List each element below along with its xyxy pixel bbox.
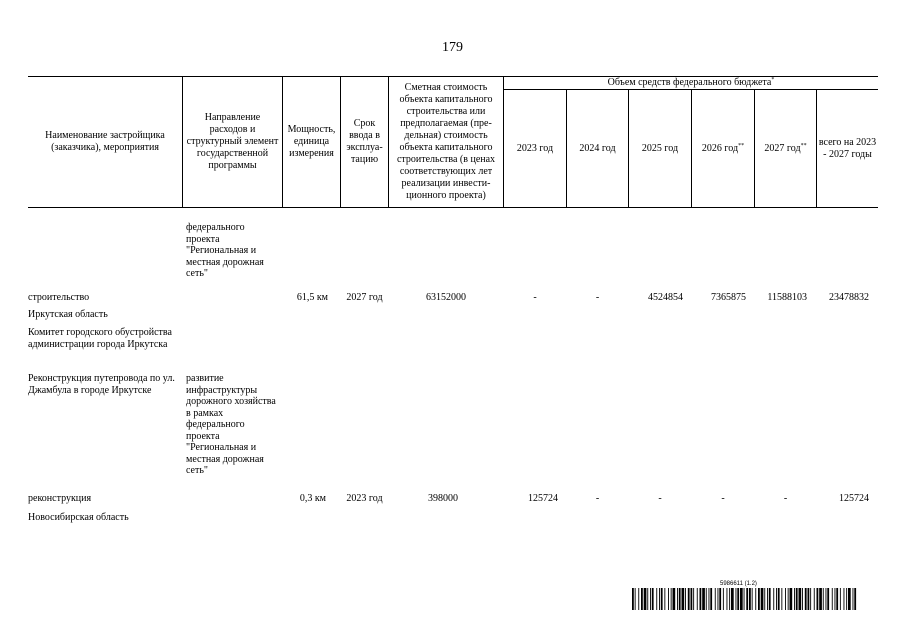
row-2025: 4524854 xyxy=(648,292,683,303)
barcode-image xyxy=(632,588,857,610)
row-name: реконструкция xyxy=(28,493,92,504)
region-label: Иркутская область xyxy=(28,309,108,320)
row-term: 2023 год xyxy=(346,493,383,504)
row-capacity: 61,5 км xyxy=(296,292,328,303)
row-2023: - xyxy=(533,292,537,303)
header-year-2023: 2023 год xyxy=(516,142,554,154)
region-label: Новосибирская область xyxy=(28,512,129,523)
row-total: 125724 xyxy=(839,493,869,504)
row-2024: - xyxy=(595,292,600,303)
row-2027: - xyxy=(783,493,788,504)
header-year-2027: 2027 год** xyxy=(764,142,807,154)
row-2027: 11588103 xyxy=(767,292,807,303)
header-direction: Направление расходов и структурный элемент государственной программы xyxy=(186,112,279,171)
row-capacity: 0,3 км xyxy=(299,493,326,504)
row-cost: 398000 xyxy=(428,493,458,504)
direction-continuation: федерального проекта "Региональная и местная дорожная сеть" xyxy=(186,222,264,279)
header-total: всего на 2023 - 2027 годы xyxy=(818,136,877,160)
row-total: 23478832 xyxy=(829,292,869,303)
row-2025: - xyxy=(658,493,662,504)
developer-label: Комитет городского обустройства администрации города Иркутска xyxy=(28,327,172,350)
header-term: Срок ввода в эксплуа-тацию xyxy=(346,118,383,165)
page-number: 179 xyxy=(442,40,463,55)
row-2026: - xyxy=(721,493,725,504)
project-name: Реконструкция путепровода по ул. Джамбула в городе Иркутске xyxy=(28,373,175,396)
row-2023: 125724 xyxy=(528,493,558,504)
header-year-2026: 2026 год** xyxy=(701,142,745,154)
header-federal-volume: Объем средств федерального бюджета* xyxy=(607,77,775,88)
row-cost: 63152000 xyxy=(426,292,466,303)
row-name: строительство xyxy=(28,292,90,303)
header-name: Наименование застройщика (заказчика), мероприятия xyxy=(45,130,165,153)
header-capacity: Мощность, единица измерения xyxy=(287,124,336,159)
row-2024: - xyxy=(595,493,600,504)
header-cost: Сметная стоимость объекта капитального строительства или предполагаемая (пре-дельная) стоимость объекта капитального строительства (в ценах соответствующих лет реализации инвести-ционного проекта) xyxy=(396,82,496,201)
barcode-label: 5986611 (1.2) xyxy=(720,581,757,587)
header-year-2024: 2024 год xyxy=(579,142,616,154)
row-2026: 7365875 xyxy=(711,292,746,303)
header-year-2025: 2025 год xyxy=(641,142,679,154)
row-term: 2027 год xyxy=(346,292,383,303)
project-direction: развитие инфраструктуры дорожного хозяйства в рамках федерального проекта "Региональная и местная дорожная сеть" xyxy=(186,373,276,476)
